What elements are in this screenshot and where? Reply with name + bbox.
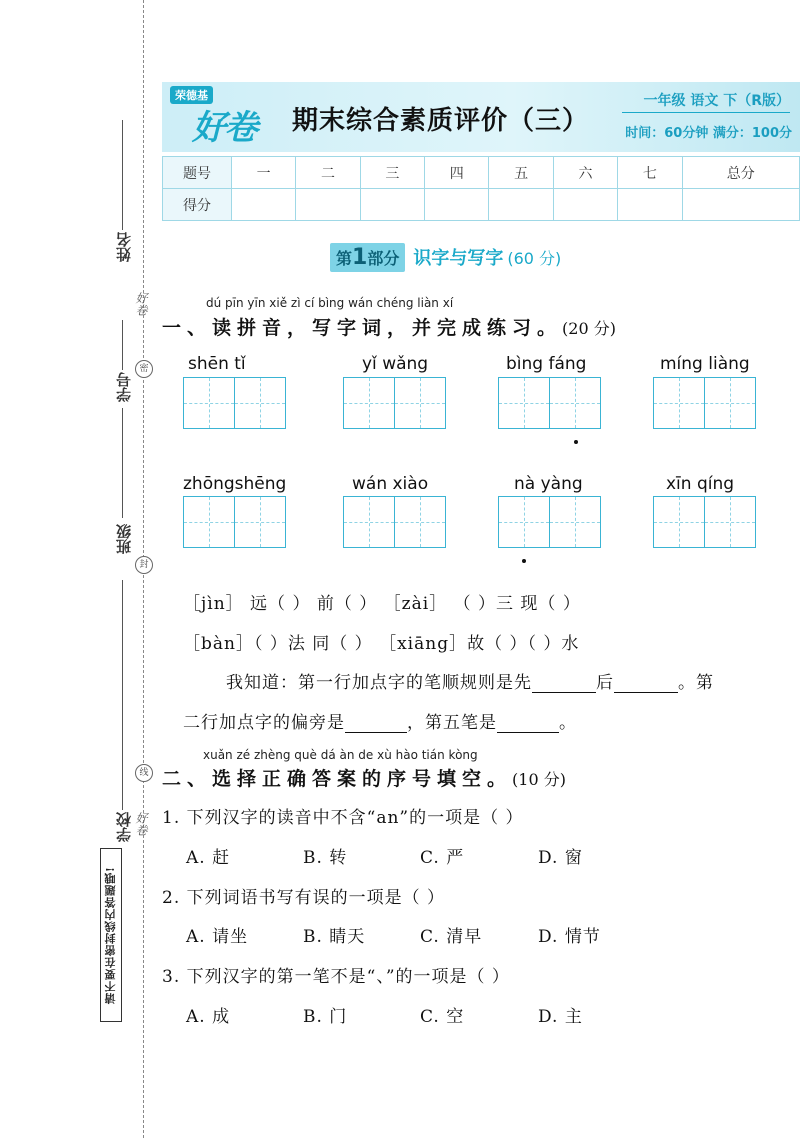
name-label: 姓名 <box>115 232 133 262</box>
option[interactable]: D. 窗 <box>538 848 583 868</box>
writing-grid[interactable] <box>653 496 756 548</box>
col-header: 七 <box>618 157 682 189</box>
writing-grid[interactable] <box>183 377 286 429</box>
part-label: 第1部分 <box>330 243 405 272</box>
answer-blank[interactable] <box>614 674 678 693</box>
option[interactable]: B. 门 <box>303 1007 348 1027</box>
table-row <box>163 189 800 221</box>
pinyin-word: zhōngshēng <box>183 474 287 494</box>
pinyin-word: wán xiào <box>352 474 429 494</box>
side-logo-2: 好卷 <box>134 812 148 836</box>
option[interactable]: D. 情节 <box>538 927 601 947</box>
writing-grid[interactable] <box>498 496 601 548</box>
pinyin-word: míng liàng <box>660 354 750 374</box>
pinyin-word: nà yàng <box>514 474 583 494</box>
pinyin-word: bìng fáng <box>506 354 587 374</box>
score-row-header: 得分 <box>163 189 232 221</box>
id-underline <box>122 320 123 370</box>
time-score-info: 时间：60分钟 满分：100分 <box>625 126 792 141</box>
score-cell[interactable] <box>553 189 617 221</box>
option[interactable]: B. 转 <box>303 848 348 868</box>
seal-mark-2: 封 <box>135 556 153 574</box>
part-name: 识字与写字 <box>413 248 504 269</box>
school-underline <box>122 580 123 810</box>
seal-mark-1: 密 <box>135 360 153 378</box>
table-row <box>163 157 800 189</box>
option[interactable]: D. 主 <box>538 1007 583 1027</box>
knowledge-line-1: 我知道：第一行加点字的笔顺规则是先 后 。第 <box>226 673 714 693</box>
q1-pinyin: dú pīn yīn xiě zì cí bìng wán chéng liàn xí <box>206 296 454 310</box>
emphasis-dot <box>522 559 526 563</box>
part-banner <box>330 242 561 272</box>
col-header: 六 <box>553 157 617 189</box>
writing-grid[interactable] <box>183 496 286 548</box>
option[interactable]: A. 成 <box>186 1007 231 1027</box>
writing-grid[interactable] <box>343 377 446 429</box>
id-label: 学号 <box>115 372 133 402</box>
writing-grid[interactable] <box>498 377 601 429</box>
option[interactable]: A. 请坐 <box>186 927 249 947</box>
col-header: 五 <box>489 157 553 189</box>
score-cell[interactable] <box>682 189 799 221</box>
seal-mark-3: 线 <box>135 764 153 782</box>
option[interactable]: C. 严 <box>420 848 465 868</box>
q1-title: 一、读拼音，写字词，并完成练习。(20 分) <box>162 317 616 339</box>
answer-blank[interactable] <box>345 714 407 733</box>
writing-grid[interactable] <box>653 377 756 429</box>
score-table <box>162 156 800 221</box>
pinyin-word: yǐ wǎng <box>362 354 429 374</box>
homophone-line-2: ［bàn］（ ）法 同（ ） ［xiāng］故（ ）（ ）水 <box>183 634 580 654</box>
option[interactable]: B. 睛天 <box>303 927 366 947</box>
school-label: 学校 <box>115 812 133 842</box>
answer-blank[interactable] <box>497 714 559 733</box>
option[interactable]: A. 赶 <box>186 848 231 868</box>
col-header: 四 <box>425 157 489 189</box>
writing-grid[interactable] <box>343 496 446 548</box>
pinyin-word: xīn qíng <box>666 474 735 494</box>
q2-item-2: 2. 下列词语书写有误的一项是（ ） <box>162 888 446 908</box>
q2-item-1: 1. 下列汉字的读音中不含“an”的一项是（ ） <box>162 808 524 828</box>
option[interactable]: C. 空 <box>420 1007 465 1027</box>
homophone-line-1: ［jìn］ 远（ ） 前（ ） ［zài］ （ ）三 现（ ） <box>183 594 581 614</box>
score-cell[interactable] <box>232 189 296 221</box>
score-cell[interactable] <box>425 189 489 221</box>
emphasis-dot <box>574 440 578 444</box>
pinyin-word: shēn tǐ <box>188 354 246 374</box>
score-cell[interactable] <box>489 189 553 221</box>
answer-blank[interactable] <box>532 674 596 693</box>
exam-title: 期末综合素质评价（三） <box>292 106 590 136</box>
part-score: (60 分) <box>507 248 562 268</box>
col-header: 三 <box>360 157 424 189</box>
col-header: 一 <box>232 157 296 189</box>
brand-logo: 好卷 <box>192 108 256 148</box>
option[interactable]: C. 清早 <box>420 927 483 947</box>
seal-warning: 请不要在密封线内答题哦! <box>100 848 122 1022</box>
side-logo-1: 好卷 <box>134 292 148 316</box>
name-underline <box>122 120 123 230</box>
col-header: 二 <box>296 157 360 189</box>
col-header: 总分 <box>682 157 799 189</box>
class-label: 班级 <box>115 524 133 554</box>
q2-title: 二、选择正确答案的序号填空。(10 分) <box>162 768 566 790</box>
question-number-header: 题号 <box>163 157 232 189</box>
q2-pinyin: xuǎn zé zhèng què dá àn de xù hào tián kòng <box>203 748 478 762</box>
q2-item-3: 3. 下列汉字的第一笔不是“、”的一项是（ ） <box>162 967 510 987</box>
class-underline <box>122 408 123 518</box>
score-cell[interactable] <box>296 189 360 221</box>
score-cell[interactable] <box>360 189 424 221</box>
grade-subject: 一年级 语文 下（R版） <box>622 90 790 113</box>
knowledge-line-2: 二行加点字的偏旁是 ，第五笔是 。 <box>183 713 577 733</box>
score-cell[interactable] <box>618 189 682 221</box>
publisher-badge: 荣德基 <box>170 86 213 104</box>
